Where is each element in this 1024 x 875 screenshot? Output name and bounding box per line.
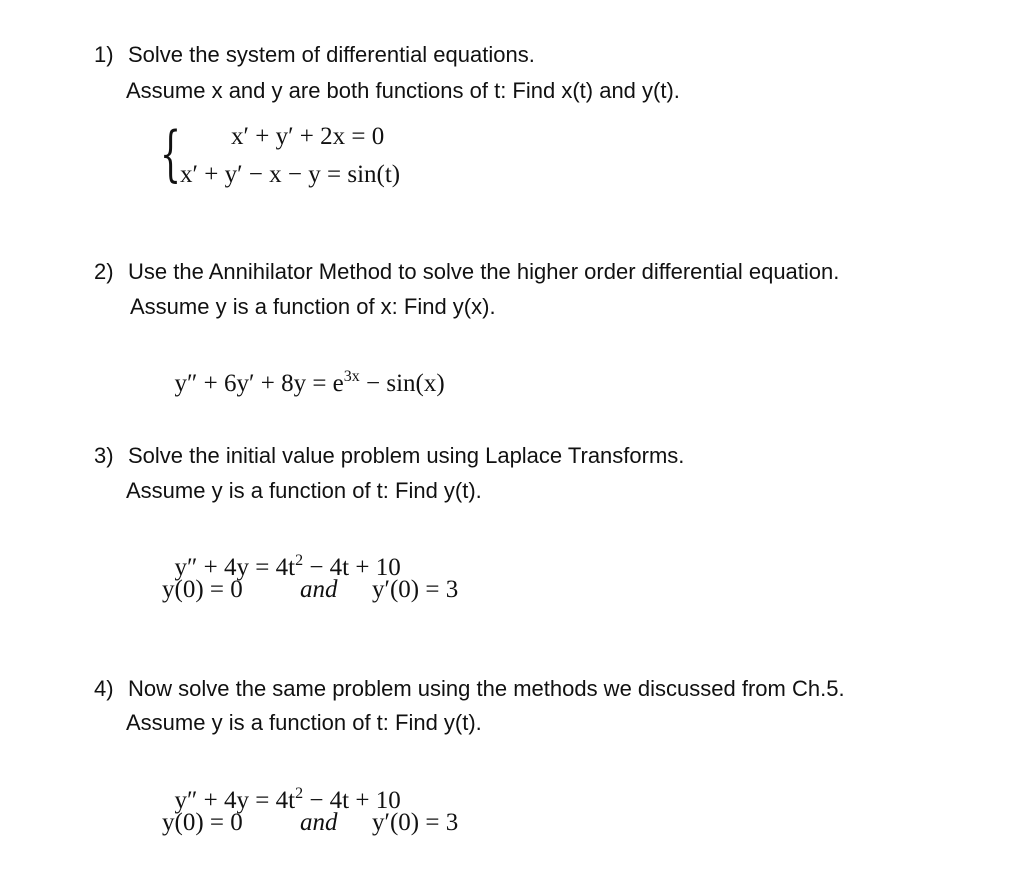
- problem-3-equation: [162, 528, 401, 580]
- problem-3-equation-rhs: − 4t + 10: [303, 554, 401, 581]
- problem-3-equation-lhs: y″ + 4y = 4t: [174, 554, 296, 581]
- problem-4-equation-lhs: y″ + 4y = 4t: [174, 787, 296, 814]
- problem-2-equation-rhs: − sin(x): [359, 370, 445, 397]
- problem-4-equation-rhs: − 4t + 10: [303, 787, 401, 814]
- problem-2-instruction: Assume y is a function of x: Find y(x).: [130, 294, 496, 319]
- problem-4-initial-a: y(0) = 0: [162, 809, 243, 836]
- problem-4-connector: and: [300, 809, 338, 836]
- problem-2-equation-exponent: 3x: [343, 368, 360, 385]
- problem-4-title: Now solve the same problem using the methods we discussed from Ch.5.: [128, 676, 845, 701]
- problem-1-heading: [94, 44, 535, 66]
- problem-2-number: 2): [94, 259, 114, 284]
- problem-1-equation-1: x′ + y′ + 2x = 0: [231, 123, 385, 150]
- problem-1-system-brace: {: [160, 119, 182, 189]
- problem-4-heading: [94, 678, 845, 700]
- problem-3-heading: [94, 445, 684, 467]
- problem-2-equation-lhs: y″ + 6y′ + 8y = e: [174, 370, 344, 397]
- problem-3-initial-a: y(0) = 0: [162, 576, 243, 603]
- problem-3-connector: and: [300, 576, 338, 603]
- problem-4-initial-b: y′(0) = 3: [372, 809, 459, 836]
- problem-1-number: 1): [94, 42, 114, 67]
- problem-1-equation-2: x′ + y′ − x − y = sin(t): [180, 161, 401, 188]
- problem-2-heading: [94, 261, 839, 283]
- problem-2-equation: [162, 344, 445, 396]
- problem-4-equation-exponent: 2: [295, 785, 304, 802]
- problem-2-title: Use the Annihilator Method to solve the higher order differential equation.: [128, 259, 840, 284]
- problem-1-instruction: Assume x and y are both functions of t: Find x(t) and y(t).: [126, 78, 680, 103]
- problem-3-instruction: Assume y is a function of t: Find y(t).: [126, 478, 482, 503]
- problem-4-equation: [162, 761, 401, 813]
- problem-3-equation-exponent: 2: [295, 552, 304, 569]
- problem-3-initial-b: y′(0) = 3: [372, 576, 459, 603]
- problem-1-title: Solve the system of differential equations.: [128, 42, 535, 67]
- problem-3-title: Solve the initial value problem using Laplace Transforms.: [128, 443, 685, 468]
- problem-4-instruction: Assume y is a function of t: Find y(t).: [126, 710, 482, 735]
- problem-4-number: 4): [94, 676, 114, 701]
- problem-3-number: 3): [94, 443, 114, 468]
